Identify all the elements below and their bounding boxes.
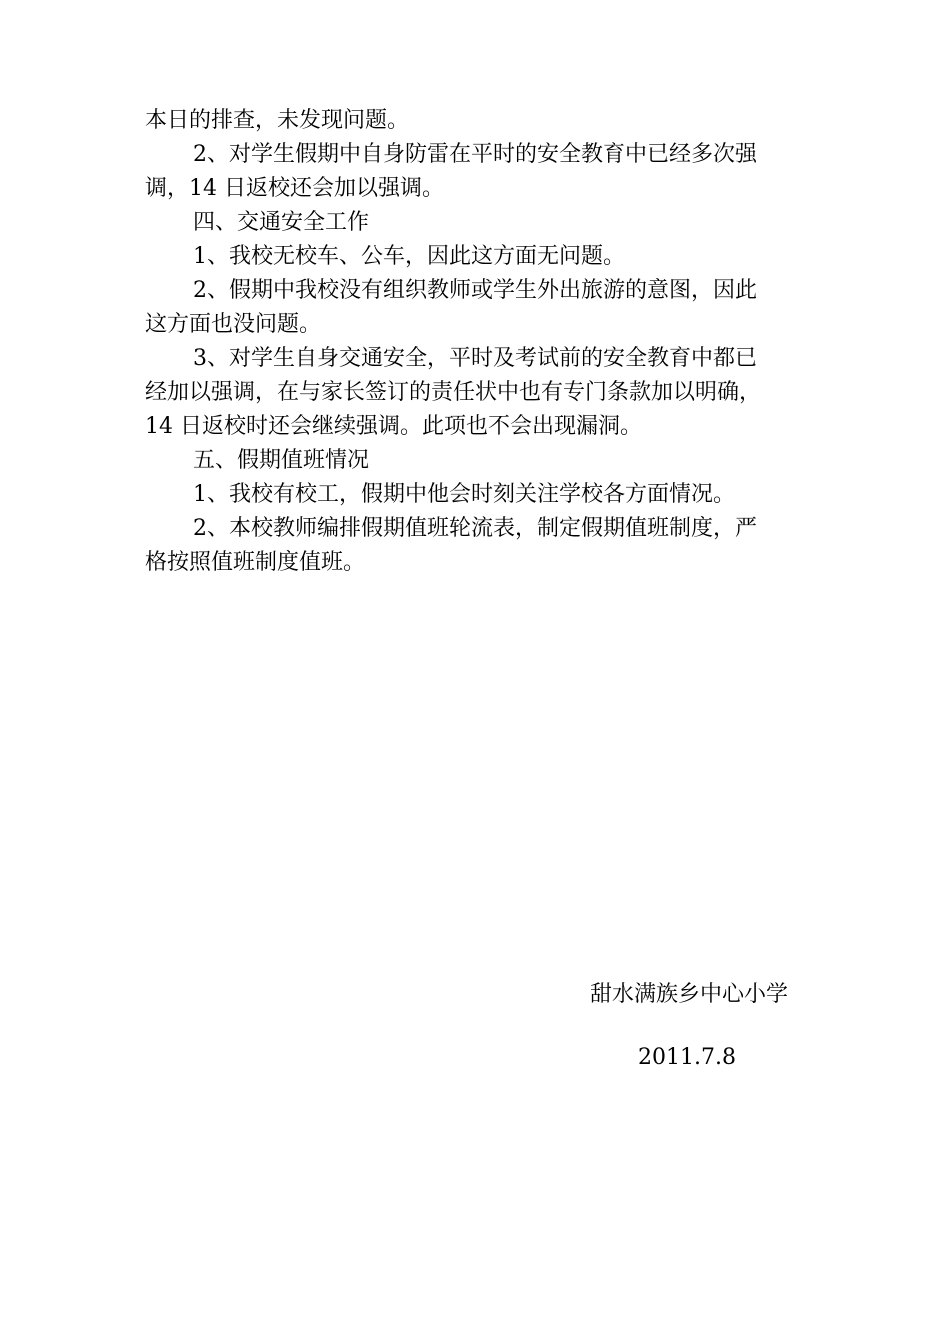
text-line: 本日的排查，未发现问题。 (145, 108, 410, 133)
signature-organization: 甜水满族乡中心小学 (590, 982, 789, 1007)
text-line: 调，14 日返校还会加以强调。 (145, 176, 444, 201)
text-line: 1、我校有校工，假期中他会时刻关注学校各方面情况。 (193, 482, 735, 507)
text-line: 2、本校教师编排假期值班轮流表，制定假期值班制度，严 (193, 516, 757, 541)
document-body (145, 104, 805, 580)
text-line: 14 日返校时还会继续强调。此项也不会出现漏洞。 (145, 414, 642, 439)
text-line: 2、假期中我校没有组织教师或学生外出旅游的意图，因此 (193, 278, 757, 303)
text-line: 格按照值班制度值班。 (145, 550, 366, 575)
signature-date: 2011.7.8 (638, 1045, 736, 1070)
section-heading: 四、交通安全工作 (193, 210, 370, 235)
text-line: 3、对学生自身交通安全，平时及考试前的安全教育中都已 (193, 346, 757, 371)
text-line: 这方面也没问题。 (145, 312, 322, 337)
text-line: 2、对学生假期中自身防雷在平时的安全教育中已经多次强 (193, 142, 757, 167)
text-line: 经加以强调，在与家长签订的责任状中也有专门条款加以明确， (145, 380, 762, 405)
text-line: 1、我校无校车、公车，因此这方面无问题。 (193, 244, 625, 269)
section-heading: 五、假期值班情况 (193, 448, 370, 473)
